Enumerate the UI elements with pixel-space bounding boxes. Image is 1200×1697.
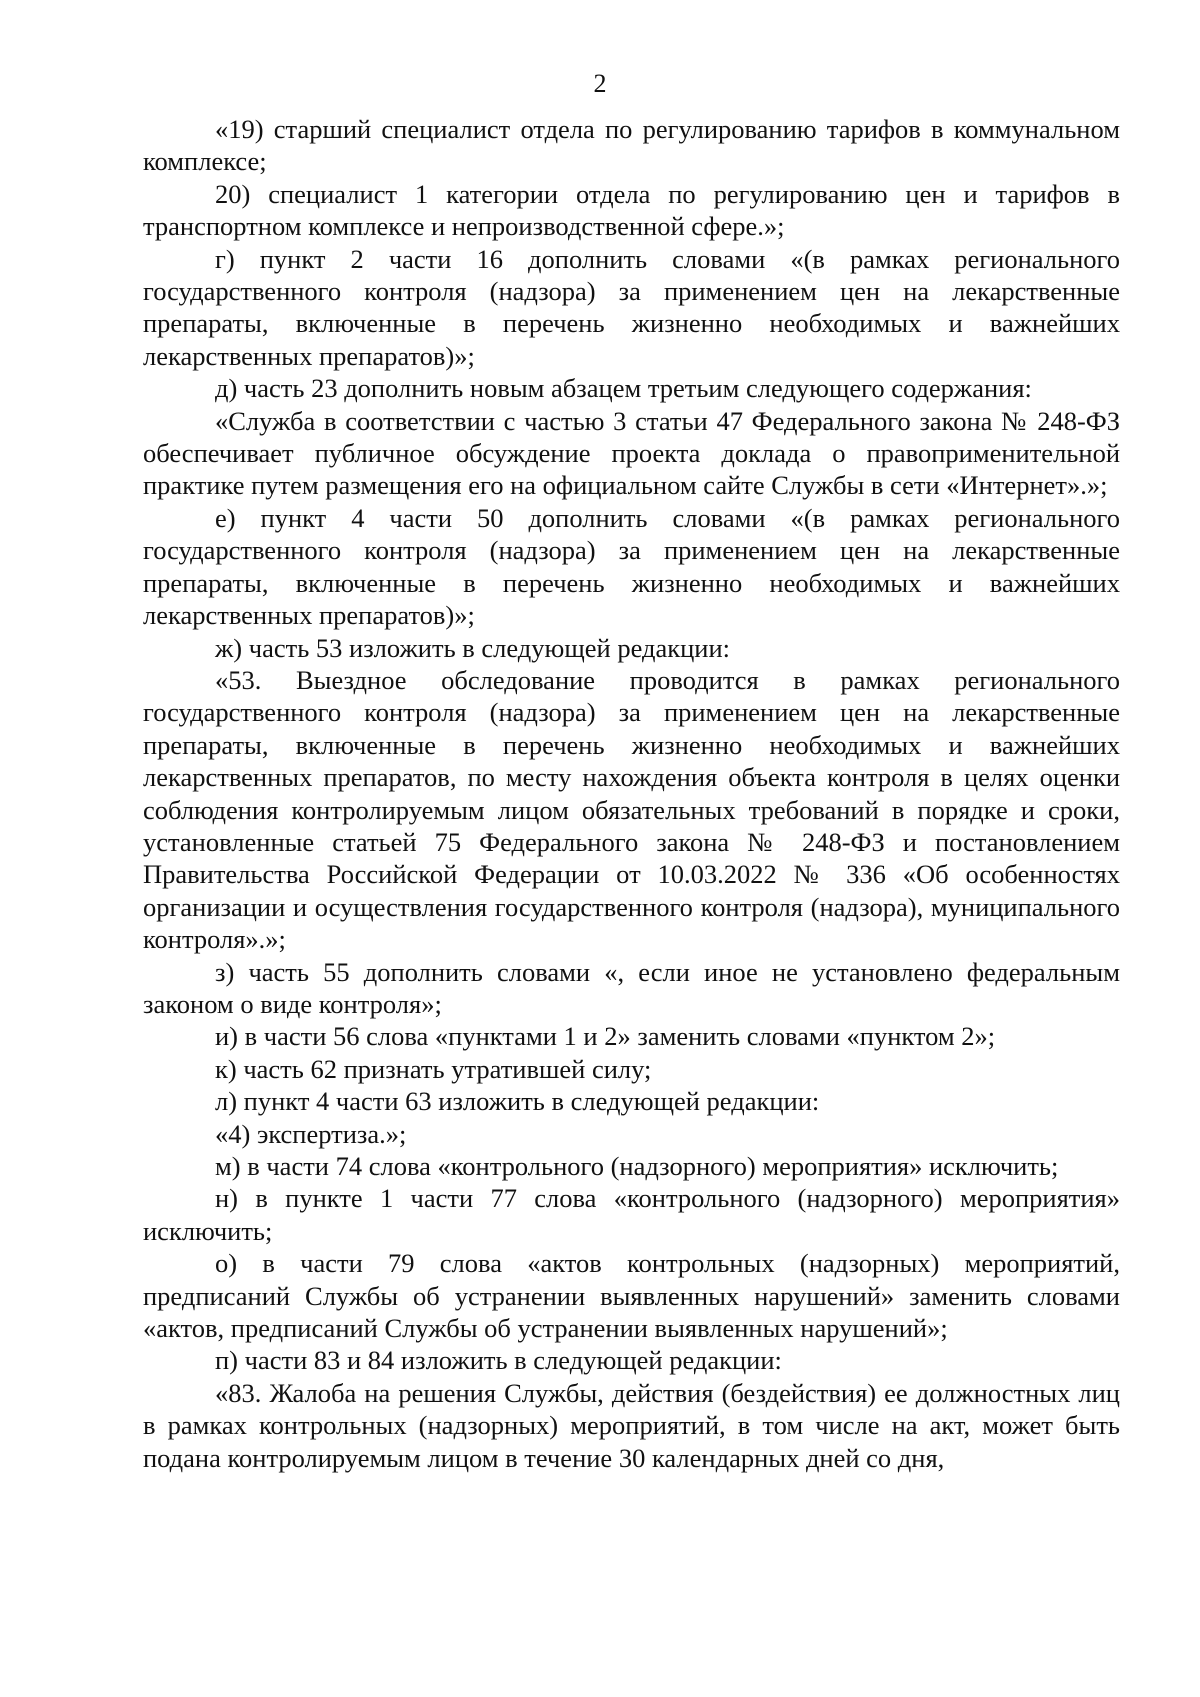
paragraph-subitem-n: н) в пункте 1 части 77 слова «контрольного (надзорного) мероприятия» исключить; bbox=[143, 1183, 1120, 1246]
paragraph-item-20: 20) специалист 1 категории отдела по регулированию цен и тарифов в транспортном комплексе и непроизводственной сфере.»; bbox=[143, 178, 1120, 242]
paragraph-subitem-l: л) пункт 4 части 63 изложить в следующей редакции: bbox=[215, 1086, 820, 1117]
paragraph-item-19: «19) старший специалист отдела по регулированию тарифов в коммунальном комплексе; bbox=[143, 114, 1120, 177]
page-number: 2 bbox=[593, 69, 607, 98]
paragraph-subitem-g: г) пункт 2 части 16 дополнить словами «(в рамках регионального государственного контроля (надзора) за применением цен на лекарственные препараты, включенные в перечень жизненно необходимых и важнейших лекарственных препаратов)»; bbox=[143, 243, 1120, 371]
paragraph-subitem-d: д) часть 23 дополнить новым абзацем третьим следующего содержания: bbox=[215, 373, 1032, 404]
paragraph-subitem-i: и) в части 56 слова «пунктами 1 и 2» заменить словами «пунктом 2»; bbox=[215, 1021, 996, 1052]
paragraph-subitem-z: з) часть 55 дополнить словами «, если иное не установлено федеральным законом о виде контроля»; bbox=[143, 956, 1120, 1019]
paragraph-subitem-e: е) пункт 4 части 50 дополнить словами «(в рамках регионального государственного контроля (надзора) за применением цен на лекарственные препараты, включенные в перечень жизненно необходимых и важнейших лекарственных препаратов)»; bbox=[143, 502, 1120, 631]
paragraph-part-53: «53. Выездное обследование проводится в рамках регионального государственного контроля (надзора) за применением цен на лекарственные препараты, включенные в перечень жизненно необходимых и важнейших лекарственных препаратов, по месту нахождения объекта контроля в целях оценки соблюдения контролируемым лицом обязательных требований в порядке и сроки, установленные статьей 75 Федерального закона № 248-ФЗ и постановлением Правительства Российской Федерации от 10.03.2022 № 336 «Об особенностях организации и осуществления государственного контроля (надзора), муниципального контроля».»; bbox=[143, 664, 1120, 955]
paragraph-quoted-text: «Служба в соответствии с частью 3 статьи 47 Федерального закона № 248-ФЗ обеспечивает публичное обсуждение проекта доклада о правоприменительной практике путем размещения его на официальном сайте Службы в сети «Интернет».»; bbox=[143, 405, 1120, 501]
paragraph-subitem-k: к) часть 62 признать утратившей силу; bbox=[215, 1053, 652, 1084]
paragraph-subitem-p: п) части 83 и 84 изложить в следующей редакции: bbox=[215, 1345, 782, 1376]
paragraph-quoted-item-4: «4) экспертиза.»; bbox=[215, 1118, 407, 1149]
paragraph-part-83: «83. Жалоба на решения Службы, действия (бездействия) ее должностных лиц в рамках контрольных (надзорных) мероприятий, в том числе на акт, может быть подана контролируемым лицом в течение 30 календарных дней со дня, bbox=[143, 1377, 1120, 1473]
paragraph-subitem-o: о) в части 79 слова «актов контрольных (надзорных) мероприятий, предписаний Службы об устранении выявленных нарушений» заменить словами «актов, предписаний Службы об устранении выявленных нарушений»; bbox=[143, 1248, 1120, 1344]
paragraph-subitem-zh: ж) часть 53 изложить в следующей редакции: bbox=[215, 632, 731, 663]
paragraph-subitem-m: м) в части 74 слова «контрольного (надзорного) мероприятия» исключить; bbox=[215, 1151, 1059, 1181]
document-body bbox=[143, 113, 1120, 1474]
